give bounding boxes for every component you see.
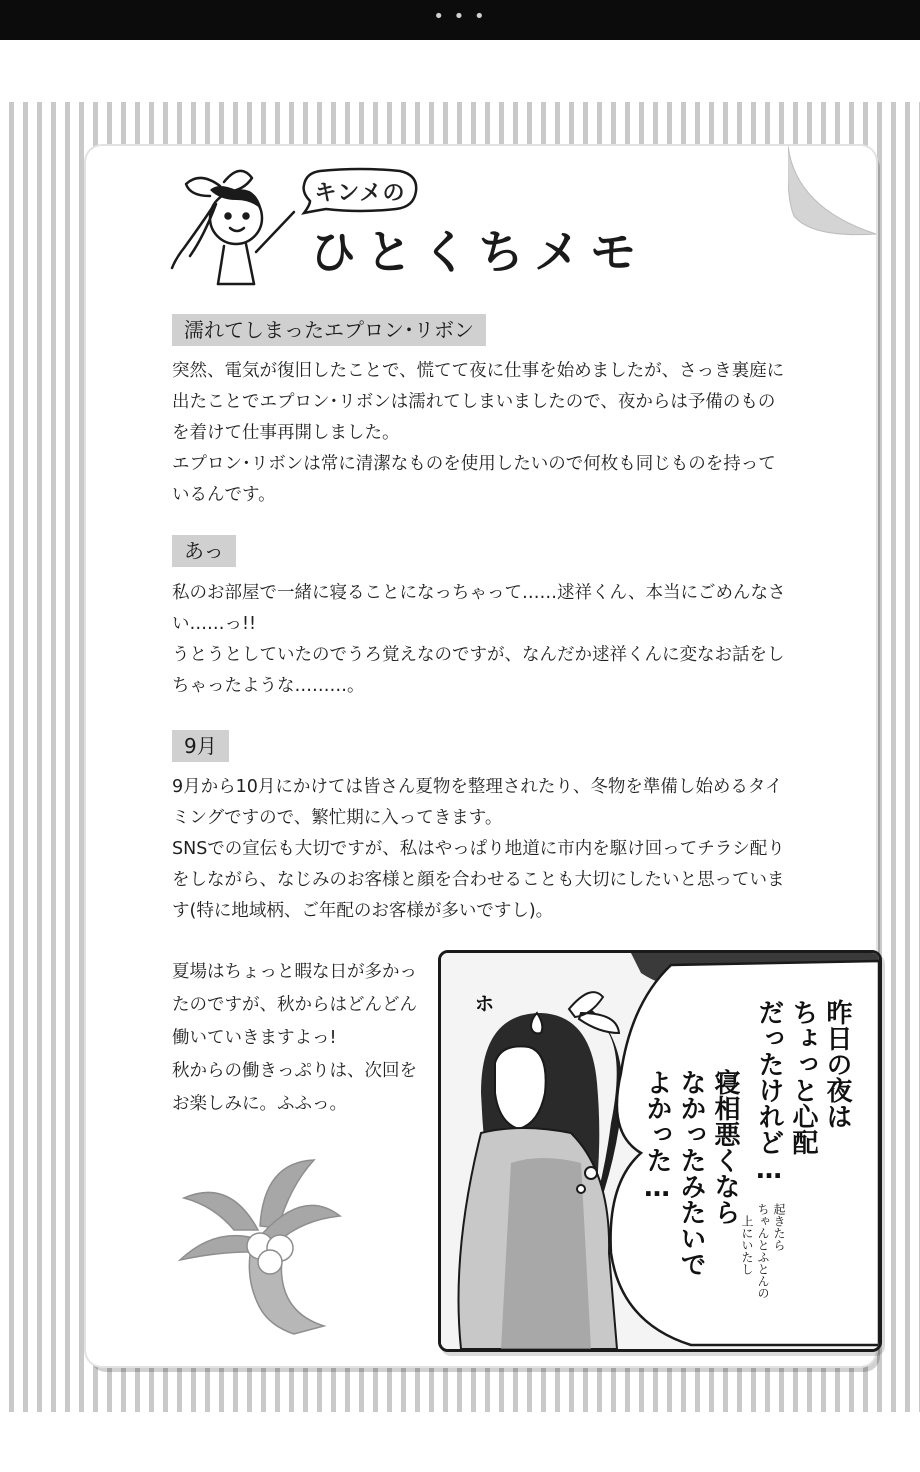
more-options-icon[interactable]: • • •	[433, 6, 487, 27]
handwritten-note: 起きたら	[772, 1203, 786, 1251]
page-curl-icon	[788, 146, 878, 236]
paragraph: 秋からの働きっぷりは、次回をお楽しみに。ふふっ。	[172, 1061, 417, 1114]
paragraph: うとうとしていたのでうろ覚えなのですが、なんだか逑祥くんに変なお話をしちゃったような………。	[172, 645, 785, 696]
top-bar	[0, 0, 920, 40]
sound-effect: ホ	[471, 993, 495, 1013]
palm-tree-icon	[174, 1148, 344, 1338]
section-heading: 9月	[172, 730, 229, 762]
paragraph: 夏場はちょっと暇な日が多かったのですが、秋からはどんどん働いていきますよっ!	[172, 962, 417, 1048]
section-body	[172, 356, 792, 511]
section-body	[172, 772, 792, 927]
section-body	[172, 578, 792, 702]
paragraph: 9月から10月にかけては皆さん夏物を整理されたり、冬物を準備し始めるタイミングですので、繁忙期に入ってきます。	[172, 777, 783, 828]
paragraph: SNSでの宣伝も大切ですが、私はやっぱり地道に市内を駆け回ってチラシ配りをしながら、なじみのお客様と顔を合わせることも大切にしたいと思っています(特に地域柄、ご年配のお客様が多いですし)。	[172, 839, 785, 921]
side-note	[172, 956, 434, 1121]
section-heading: あっ	[172, 535, 236, 567]
balloon-line: 昨日の夜は	[822, 999, 852, 1129]
balloon-line: だったけれど…	[754, 999, 784, 1185]
balloon-line: 寝相悪くなら	[710, 1069, 740, 1225]
handwritten-note: ちゃんとふとんの	[756, 1203, 770, 1299]
section-heading: 濡れてしまったエプロン･リボン	[172, 314, 486, 346]
balloon-line: ちょっと心配	[788, 999, 818, 1155]
paragraph: 私のお部屋で一緒に寝ることになっちゃって……逑祥くん、本当にごめんなさい……っ!!	[172, 583, 786, 634]
balloon-line: よかった…	[642, 1069, 672, 1203]
mascot-illustration	[160, 156, 300, 296]
paragraph: 突然、電気が復旧したことで、慌てて夜に仕事を始めましたが、さっき裏庭に出たことでエプロン･リボンは濡れてしまいましたので、夜からは予備のものを着けて仕事再開しました。	[172, 361, 785, 443]
manga-panel	[438, 950, 882, 1352]
bubble-text: キンメの	[314, 180, 406, 206]
paragraph: エプロン･リボンは常に清潔なものを使用したいので何枚も同じものを持っているんです。	[172, 454, 776, 505]
title-bubble	[300, 167, 420, 215]
page-title: ひとくちメモ	[310, 225, 646, 279]
balloon-line: なかったみたいで	[676, 1069, 706, 1277]
handwritten-note: 上にいたし	[740, 1215, 754, 1275]
